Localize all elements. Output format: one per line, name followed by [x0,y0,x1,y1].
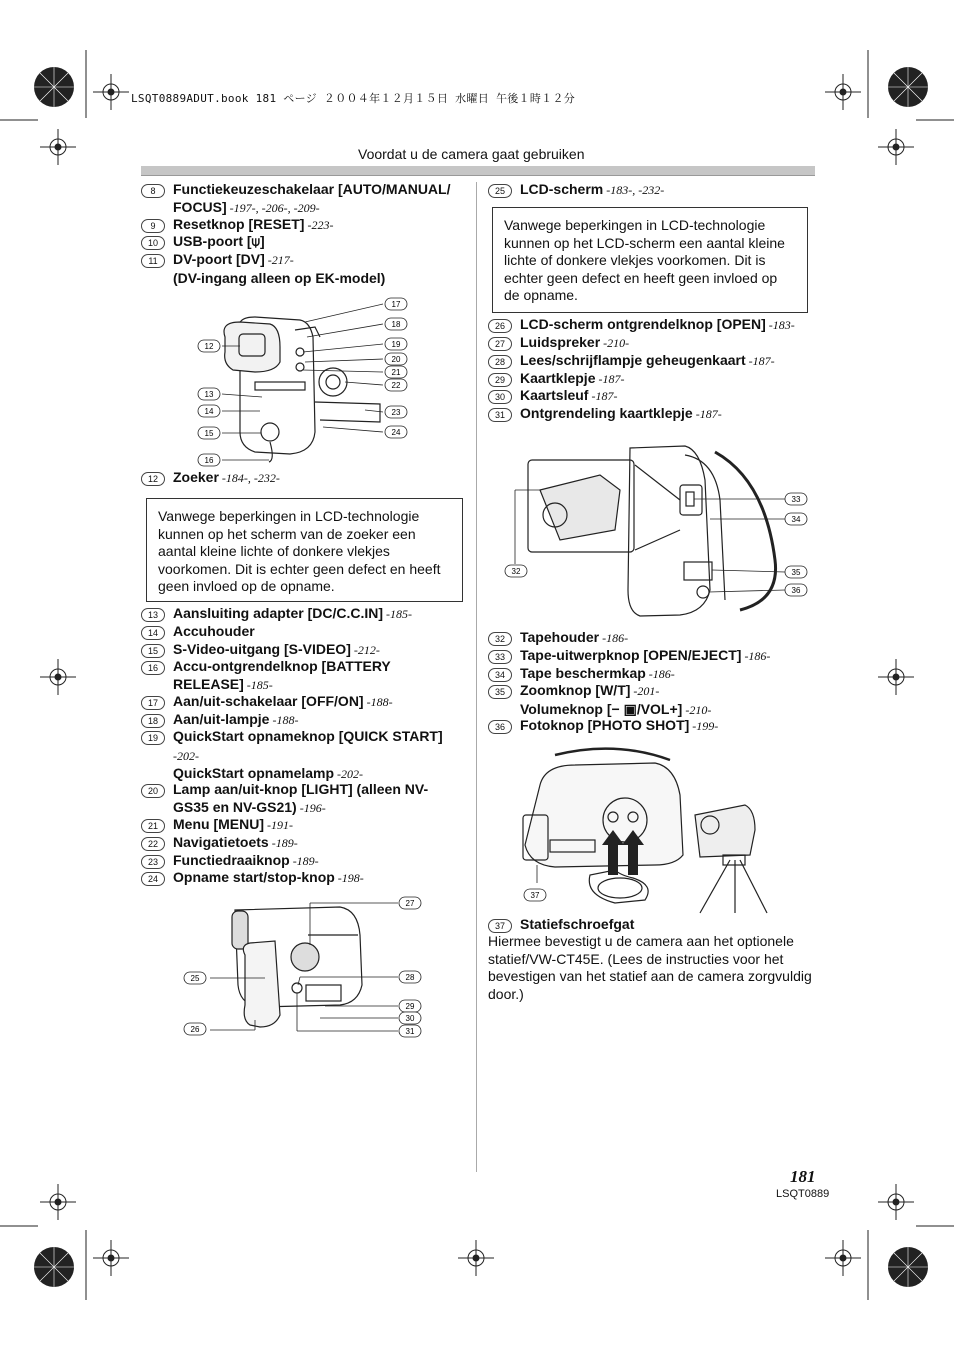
item-number: 8 [141,184,165,198]
page-ref: -185- [243,677,273,692]
list-item [141,469,471,488]
list-item [488,352,818,371]
page-ref: -189- [289,854,319,868]
callout-label: 12 [204,342,214,351]
list-item [488,682,818,719]
list-item [488,647,818,666]
callout-label: 32 [511,567,521,576]
page-ref: -223- [304,218,334,232]
file-info-line: LSQT0889ADUT.book 181 ページ ２００４年１２月１５日 水曜日 午後１時１２分 [131,92,576,105]
list-item [488,387,818,406]
item-label: Aansluiting adapter [DC/C.C.IN] [173,605,384,621]
page-ref: -188- [269,713,299,727]
item-label: Kaartsleuf [520,387,589,403]
item-label: USB-poort [⍦] [173,233,265,249]
item-label: Menu [MENU] [173,816,264,832]
item-sublabel: Volumeknop [− ▣/VOL+] [520,700,683,717]
page-ref: -197-, -206-, -209- [226,200,320,215]
item-number: 27 [488,337,512,351]
item-number: 22 [141,837,165,851]
list-item [141,711,471,730]
page-ref: -199- [689,719,719,733]
list-item [488,629,818,648]
callout-label: 22 [391,381,401,390]
item-number: 26 [488,319,512,333]
page-number: 181 [790,1167,816,1186]
item-number: 13 [141,608,165,622]
callout-label: 27 [405,899,415,908]
item-label: LCD-scherm ontgrendelknop [OPEN] [520,316,766,332]
page-ref: -196- [296,800,326,815]
callout-label: 29 [405,1002,415,1011]
page-ref: -210- [682,702,712,717]
item-description: Hiermee bevestigt u de camera aan het optionele statief/VW-CT45E. (Lees de instructies voor het bevestigen van het statief aan de camera zorgvuldig door.) [488,933,812,1002]
item-number: 18 [141,714,165,728]
list-item [488,181,818,200]
page-ref: -201- [630,684,660,698]
callout-label: 28 [405,973,415,982]
list-item [488,370,818,389]
list-item [141,781,451,817]
callout-label: 17 [391,300,401,309]
page-ref: -212- [350,643,380,657]
note-box: Vanwege beperkingen in LCD-technologie kunnen op het scherm van de zoeker een aantal kleine lichte of donkere vlekjes voorkomen. Dit is echter geen defect en heeft geen invloed op de opname. [146,498,463,602]
page-ref: -185- [383,607,413,621]
item-number: 23 [141,855,165,869]
list-item [488,316,818,335]
item-label: Accu-ontgrendelknop [BATTERY RELEASE] [173,658,391,692]
item-label: DV-poort [DV] [173,251,265,267]
item-number: 9 [141,219,165,233]
page-ref: -186- [645,667,675,681]
callout-label: 16 [204,456,214,465]
camera-tripod-diagram [515,745,770,915]
item-number: 25 [488,184,512,198]
note-box: Vanwege beperkingen in LCD-technologie kunnen op het LCD-scherm een aantal kleine lichte of donkere vlekjes voorkomen. Dit is echter geen defect en heeft geen invloed op de opname. [492,207,808,313]
callout-label: 31 [405,1027,415,1036]
page-ref: -202- [334,767,364,781]
list-item [141,605,471,624]
item-number: 30 [488,390,512,404]
item-label: Zoeker [173,469,219,485]
page-ref: -188- [363,695,393,709]
item-label: Opname start/stop-knop [173,869,335,885]
item-label: Lamp aan/uit-knop [LIGHT] (alleen NV-GS35 en NV-GS21) [173,781,429,815]
list-item [488,405,818,424]
item-sublabel: (DV-ingang alleen op EK-model) [173,269,386,286]
item-number: 35 [488,685,512,699]
item-label: Tape beschermkap [520,665,646,681]
item-label: Kaartklepje [520,370,596,386]
camera-lcd-side-diagram [180,895,425,1040]
list-item [141,216,471,235]
camera-rear-diagram [195,292,415,472]
item-number: 19 [141,731,165,745]
item-number: 21 [141,819,165,833]
list-item [488,334,818,353]
item-label: Zoomknop [W/T] [520,682,631,698]
page-ref: -186- [599,631,629,645]
page-ref: -183- [765,318,795,332]
list-item [488,717,818,736]
item-number: 29 [488,373,512,387]
callout-label: 24 [391,428,401,437]
item-number: 12 [141,472,165,486]
callout-label: 21 [391,368,401,377]
list-item [488,665,818,684]
item-number: 17 [141,696,165,710]
item-label: Aan/uit-schakelaar [OFF/ON] [173,693,364,709]
page-ref: -187- [692,407,722,421]
item-number: 15 [141,644,165,658]
item-label: S-Video-uitgang [S-VIDEO] [173,641,351,657]
page-ref: -198- [334,871,364,885]
callout-label: 33 [791,495,801,504]
callout-label: 15 [204,429,214,438]
document-code: LSQT0889 [776,1188,830,1200]
list-item [141,728,471,784]
list-item [141,233,471,252]
page-ref: -210- [600,336,630,350]
list-item [488,916,818,934]
page-ref: -202- [173,748,199,763]
item-label: Tapehouder [520,629,600,645]
page-ref: -187- [595,372,625,386]
list-item [141,658,431,694]
page-ref: -186- [741,649,771,663]
item-number: 20 [141,784,165,798]
item-sublabel: QuickStart opnamelamp [173,765,335,781]
list-item [141,693,471,712]
item-number: 33 [488,650,512,664]
page-ref: -187- [745,354,775,368]
callout-label: 20 [391,355,401,364]
page-ref: -189- [268,836,298,850]
item-number: 34 [488,668,512,682]
callout-label: 13 [204,390,214,399]
callout-label: 14 [204,407,214,416]
item-number: 16 [141,661,165,675]
callout-label: 19 [391,340,401,349]
item-label: Functiedraaiknop [173,852,290,868]
list-item [141,641,471,660]
item-number: 10 [141,236,165,250]
callout-label: 34 [791,515,801,524]
callout-label: 37 [530,891,540,900]
camera-tape-side-diagram [500,440,815,620]
list-item [141,623,471,642]
item-label: Resetknop [RESET] [173,216,305,232]
item-label: Ontgrendeling kaartklepje [520,405,693,421]
item-label: Accuhouder [173,623,255,639]
item-number: 28 [488,355,512,369]
list-item [141,816,471,835]
callout-label: 23 [391,408,401,417]
item-number: 11 [141,254,165,268]
item-label: Lees/schrijflampje geheugenkaart [520,352,746,368]
list-item [141,869,471,888]
item-label: Statiefschroefgat [520,916,635,932]
item-number: 36 [488,720,512,734]
item-label: Fotoknop [PHOTO SHOT] [520,717,690,733]
callout-label: 36 [791,586,801,595]
page-ref: -183-, -232- [603,183,665,197]
item-number: 37 [488,919,512,933]
page-ref: -191- [264,818,293,832]
list-item [141,852,471,871]
list-item [141,181,471,217]
list-item [141,251,471,287]
item-number: 24 [141,872,165,886]
callout-label: 30 [405,1014,415,1023]
page-ref: -187- [588,389,618,403]
item-label: Tape-uitwerpknop [OPEN/EJECT] [520,647,742,663]
callout-label: 26 [190,1025,200,1034]
callout-label: 18 [391,320,401,329]
item-label: LCD-scherm [520,181,604,197]
item-number: 31 [488,408,512,422]
item-number: 32 [488,632,512,646]
page-ref: -184-, -232- [218,471,280,485]
page-ref: -217- [264,253,294,267]
item-label: QuickStart opnameknop [QUICK START] [173,728,443,744]
item-label: Functiekeuzeschakelaar [AUTO/MANUAL/ FOCUS] [173,181,451,215]
item-label: Navigatietoets [173,834,269,850]
section-title: Voordat u de camera gaat gebruiken [358,146,585,162]
callout-label: 35 [791,568,801,577]
item-label: Luidspreker [520,334,601,350]
item-number: 14 [141,626,165,640]
callout-label: 25 [190,974,200,983]
list-item [141,834,471,853]
item-label: Aan/uit-lampje [173,711,270,727]
